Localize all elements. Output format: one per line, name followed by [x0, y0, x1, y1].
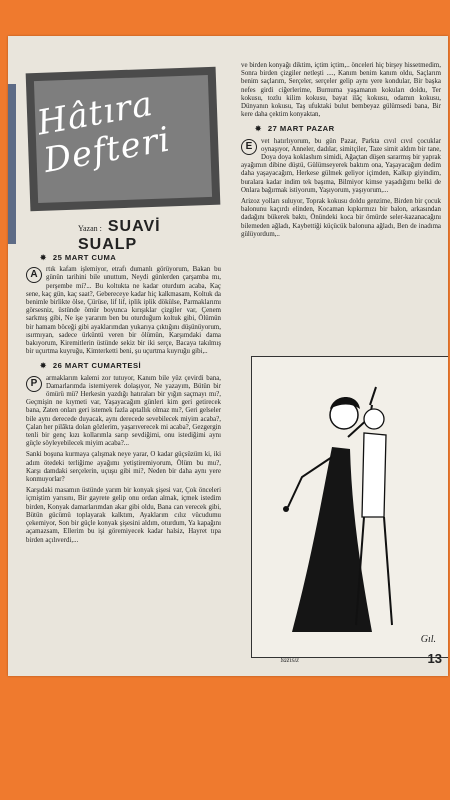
author-name: SUAVİ SUALP [78, 218, 161, 253]
illustration-caption: Yazısız [280, 656, 299, 664]
cartoon-illustration [251, 356, 448, 658]
byline-prefix: Yazan : [78, 224, 102, 233]
section-paragraph: E vet hatırlıyorum, bu gün Pazar, Parkta cıvıl cıvıl çocuklar oynaşıyor, Anneler, dadılar, simitçiler, Taze simit aldım bir tane, Doya doya koklashım simidi, Ağaçtan düşen sararmış bir yaprak ayağımın dibine düştü, Gülümseyerek baktım ona, Yaşayacağım dedim daha yaşayacağım, Herkese gülmek geliyor içimden, Kalkıp giyindim, buralara kadar indim tek başıma, Bilmiyor kimse yaşadığımı belki de Onlara bağırmak istiyorum, Yaşıyorum, yaşıyorum,... [241, 137, 441, 194]
drop-cap: E [241, 139, 257, 155]
drop-cap: A [26, 267, 42, 283]
section-paragraph: Arizoz yolları suluyor, Toprak kokusu doldu genzime, Birden bir çocuk balonunu kaçırdı elinden, Kocaman kıpkırmızı bir balon, arkasından dadağını bükerek baktı, Önündeki koca bir ömürde seler-kazanacağını bilemeden ağladı, Kaybettiği küçücük balonuna ağladı, Ben de inadıma gülüyordum,.. [241, 198, 441, 238]
drop-cap: P [26, 376, 42, 392]
page-edge-tab [8, 84, 16, 244]
section-paragraph: A rtık kafam işlemiyor, etrafı dumanlı görüyorum, Bakan bu günün tarihini bile unuttum, Neydi günlerden çarşamba mı, perşembe mi?... Bu koltukta ne kadar oturdum acaba, Kaç sene, kaç gün, kaç saat?, Gebereceye kadar hiç kalkmasam, Koltuk da benimle birlikte ölse, Çürüse, lif lif, iplik iplik dökülse, Parmaklarımı görsesniz, üstünde ömür boyunca kırışıklar çizgiler var, Çenem sarkmış gibi, Ne işe yararım ben bu oturduğum koltuk gibi, Ölümün bir hamam böceği gibi ayaklarımdan yukarıya çıktığını düşünüyorum, ısırmıyan, sadece ürküntü veren bir ölümün, Karşımdaki dama bakıyorum, Kiremitlerin üstünde sekiz bir iki serçe, Bacaya takılmış bir uçurtma kuyruğu, Kimterketti beni, şu uçurtma kuyruğu gibi,.. [26, 266, 221, 356]
section-date: ✸ 27 MART PAZAR [255, 124, 335, 134]
page-title: Hâtıra Defteri [34, 83, 174, 181]
cartoon-drawing [252, 357, 448, 657]
section-date: ✸ 25 MART CUMA [40, 253, 117, 262]
section-paragraph: ve birden konyağı diktim, içtim içtim,.. önceleri hiç birşey hissetmedim, Sonra birden çizgiler netleşti ...., Kanım benim kanım oldu, Saçlarım benim saçlarım, Serçeler, serçeler gelip aynı yere kondular, Bir başka nefes girdi ciğerlerime, Burnuma yaşamanın kokuları doldu, Ter kokusu, tozlu kilim kokusu, bayat ilâç kokusu, odamın kokusu, Dünyanın kokusu, Taş ufuktaki bulut bembeyaz gülümsedi bana, Bir kere daha çektim konyaktan, [241, 62, 441, 119]
section-paragraph: P armaklarım kalemi zor tutuyor, Kanım bile yüz çevirdi bana, Damarlarımda istemiyerek dolaşıyor, Ne yazayım, Bütün bir ömürü mü? Herkesin yazdığı hatıraları bir yığın saçmayı mı?, Geçmişin ne kıymeti var, Yaşayacağım günleri kim geri getirecek bana, Zaten onları geri istemek fazla aptallık olmaz mı?, Geri gelseler bile aynı derecede duyacak, aynı derecede sevebilecek miyim acaba?, Çalan her pilâkta dolan gözlerim, yaşarıverecek mi acaba?, Gezgergin tenli bir genç kızı kollarımla sarıp sevdiğimi, onu istediğimi aynı güçle söyleyebilecek miyim acaba?... [26, 374, 221, 448]
title-banner [28, 70, 222, 253]
section-paragraph: Karşıdaki masamın üstünde yarım bir konyak şişesi var, Çok önceleri içmiştim yarısını, Bir gayrete gelip onu ordan almak, içmek istedim birden, Konyak damarlarımdan akar gibi oldu, Bana can verecek gibi, Bütün gücümü toplayarak kalktım, Ayaklarım cılız vücudumu çekemiyor, Son bir güçle konyak şişesini aldım, oturdum, Ya kapağını açamazsam, Ellerim bu işi göremiyecek kadar halsiz, Hayret tıpa birden açılıverdi,... [26, 487, 221, 544]
section-date: ✸ 26 MART CUMARTESİ [40, 361, 142, 371]
section-paragraph: Sanki boşuna kurmaya çalışmak neye yarar, O kadar güçsüzüm ki, iki adım ötedeki terliğime ayağımı yetiştiremiyorum, Ölüm bu mu?, Karşı damdaki serçelerin, uçuşu gibi mi?, Neden bir daha aynı yere konmuyorlar? [26, 451, 221, 484]
magazine-page [8, 36, 448, 676]
illustrator-signature: Gıl. [420, 634, 436, 645]
right-column [241, 62, 441, 242]
banner-frame [26, 67, 221, 212]
page-number: 13 [427, 651, 442, 666]
left-column [26, 248, 221, 548]
